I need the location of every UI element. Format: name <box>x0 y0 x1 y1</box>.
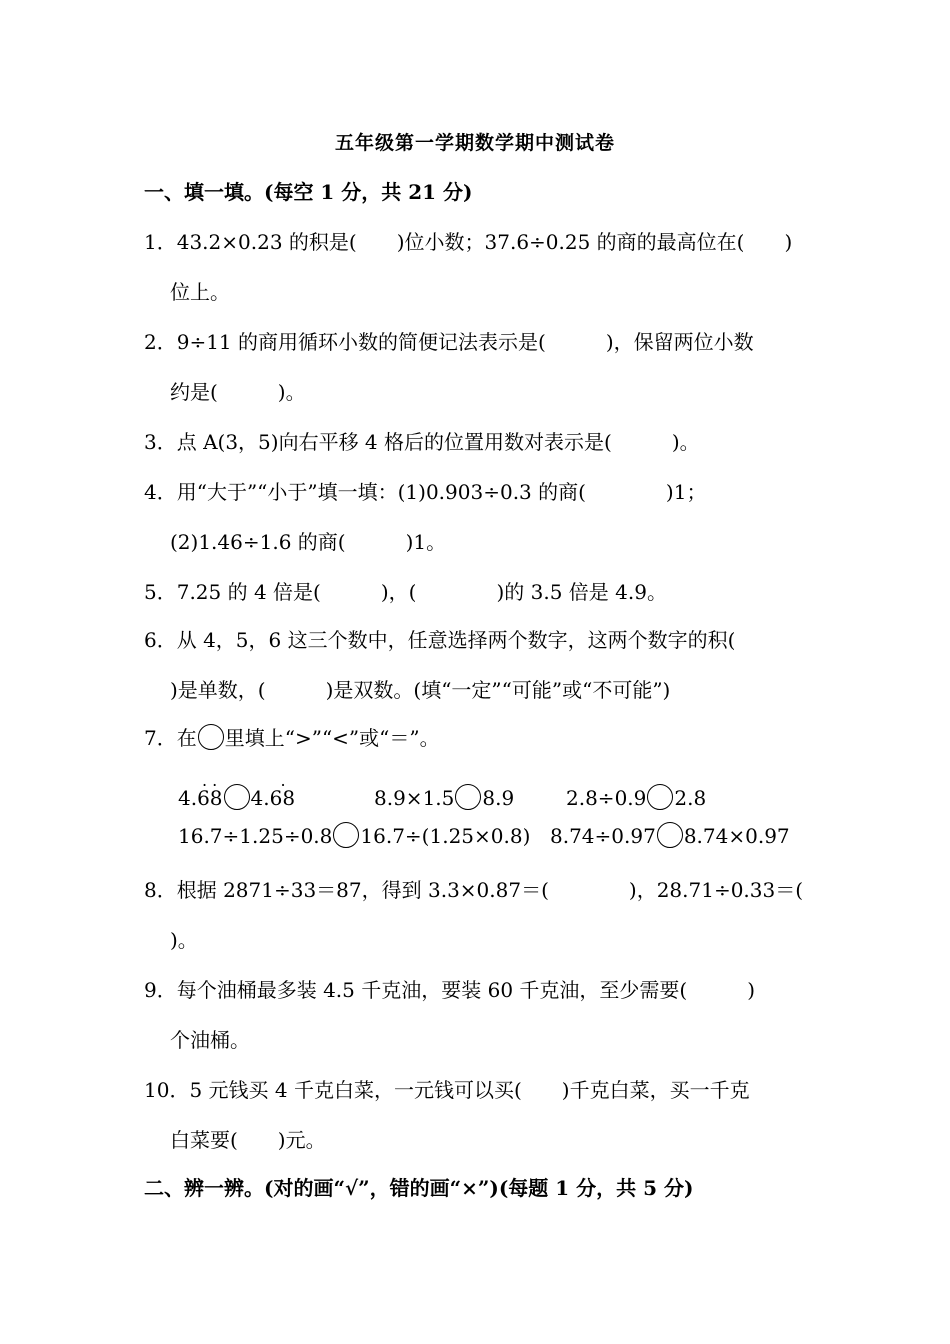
question-3-line-1: 3．点 A(3，5)向右平移 4 格后的位置用数对表示是( )。 <box>144 430 700 454</box>
compare-right-expression: 8.9 <box>482 786 515 810</box>
compare-left-expression: 8.74÷0.97 <box>550 824 656 848</box>
section-2-heading: 二、辨一辨。(对的画“√”，错的画“×”)(每题 1 分，共 5 分) <box>144 1176 694 1200</box>
question-8-line-1: 8．根据 2871÷33＝87，得到 3.3×0.87＝( )，28.71÷0.33＝( <box>144 878 804 902</box>
question-7-instruction <box>144 724 440 750</box>
page-title: 五年级第一学期数学期中测试卷 <box>334 132 615 154</box>
compare-right-expression: 2.8 <box>674 786 707 810</box>
answer-circle[interactable] <box>224 784 250 810</box>
question-8-line-2: )。 <box>170 928 198 952</box>
question-9-line-2: 个油桶。 <box>170 1028 250 1052</box>
question-1-line-1: 1．43.2×0.23 的积是( )位小数；37.6÷0.25 的商的最高位在( ) <box>144 230 793 254</box>
question-4-line-1: 4．用“大于”“小于”填一填：(1)0.903÷0.3 的商( )1； <box>144 480 707 504</box>
answer-circle[interactable] <box>333 822 359 848</box>
compare-item-2 <box>374 784 514 810</box>
answer-circle[interactable] <box>455 784 481 810</box>
question-7-prefix: 7．在 <box>144 726 197 750</box>
compare-item-5 <box>550 822 790 848</box>
compare-item-3 <box>566 784 706 810</box>
repeating-dot-icon: . . <box>202 771 218 790</box>
question-6-line-1: 6．从 4，5，6 这三个数中，任意选择两个数字，这两个数字的积( <box>144 628 736 652</box>
compare-right-expression: 8.74×0.97 <box>683 824 790 848</box>
question-10-line-2: 白菜要( )元。 <box>170 1128 326 1152</box>
question-1-line-2: 位上。 <box>170 280 230 304</box>
repeating-dot-icon: . <box>280 771 286 790</box>
question-2-line-1: 2．9÷11 的商用循环小数的简便记法表示是( )，保留两位小数 <box>144 330 754 354</box>
repeating-decimal-right: . 4.68 <box>250 771 296 810</box>
compare-right-expression: 16.7÷(1.25×0.8) <box>360 824 531 848</box>
compare-left-expression: 16.7÷1.25÷0.8 <box>178 824 333 848</box>
question-2-line-2: 约是( )。 <box>170 380 306 404</box>
answer-circle[interactable] <box>657 822 683 848</box>
question-10-line-1: 10．5 元钱买 4 千克白菜，一元钱可以买( )千克白菜，买一千克 <box>144 1078 750 1102</box>
question-7-suffix: 里填上“>”“<”或“＝”。 <box>224 726 440 750</box>
answer-circle[interactable] <box>647 784 673 810</box>
question-4-line-2: (2)1.46÷1.6 的商( )1。 <box>170 530 447 554</box>
compare-item-1 <box>178 771 296 810</box>
compare-item-4 <box>178 822 530 848</box>
repeating-decimal-left: . . 4.68 <box>178 771 223 810</box>
question-6-line-2: )是单数，( )是双数。(填“一定”“可能”或“不可能”) <box>170 678 671 702</box>
section-1-heading: 一、填一填。(每空 1 分，共 21 分) <box>144 180 473 204</box>
question-9-line-1: 9．每个油桶最多装 4.5 千克油，要装 60 千克油，至少需要( ) <box>144 978 756 1002</box>
compare-left-expression: 2.8÷0.9 <box>566 786 647 810</box>
compare-left-expression: 8.9×1.5 <box>374 786 455 810</box>
compare-circle-icon <box>198 724 224 750</box>
question-5-line-1: 5．7.25 的 4 倍是( )，( )的 3.5 倍是 4.9。 <box>144 580 667 604</box>
